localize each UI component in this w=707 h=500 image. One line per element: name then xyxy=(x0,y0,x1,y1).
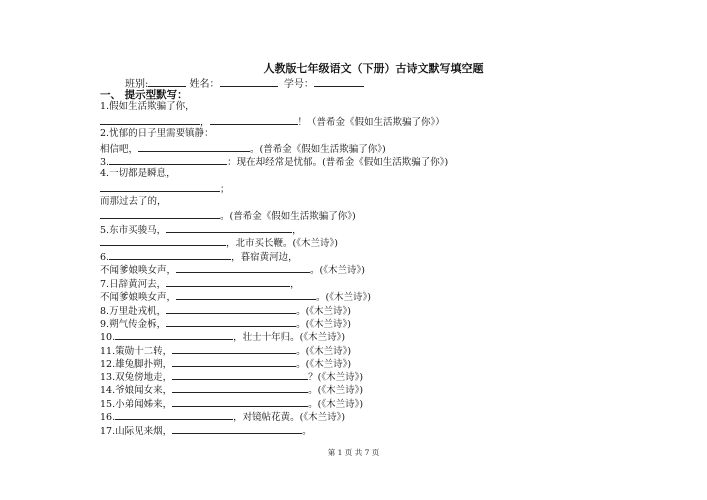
answer-blank[interactable] xyxy=(138,142,250,152)
question-12-line: 12.雄兔脚扑朔， 。(《木兰诗》) xyxy=(100,359,352,370)
question-5-line-1: 5.东市买骏马， ， xyxy=(100,225,302,236)
question-9-line: 9.朔气传金柝， 。(《木兰诗》) xyxy=(100,319,351,330)
answer-blank[interactable] xyxy=(109,155,227,165)
answer-blank[interactable] xyxy=(115,330,233,340)
answer-blank[interactable] xyxy=(100,236,226,246)
answer-blank[interactable] xyxy=(172,370,308,380)
question-7-line-1: 7.日辞黄河去， ， xyxy=(100,279,300,290)
answer-blank[interactable] xyxy=(109,250,231,260)
answer-blank[interactable] xyxy=(176,263,310,273)
answer-blank[interactable] xyxy=(166,304,296,314)
answer-blank[interactable] xyxy=(100,182,220,192)
class-label: 班别: xyxy=(125,79,149,90)
question-6-line-1: 6. ，暮宿黄河边， xyxy=(100,252,298,263)
question-4-line-3: 而那过去了的， xyxy=(100,196,167,207)
question-16-line: 16. ，对镜帖花黄。(《木兰诗》) xyxy=(100,412,346,423)
answer-blank[interactable] xyxy=(172,424,302,434)
question-8-line: 8.万里赴戎机， 。(《木兰诗》) xyxy=(100,306,351,317)
question-4-line-4: 。(普希金《假如生活欺骗了你》) xyxy=(100,209,356,223)
answer-blank[interactable] xyxy=(100,115,200,125)
section-heading: 一、 提示型默写： xyxy=(100,89,188,101)
number-blank[interactable] xyxy=(314,76,364,87)
answer-blank[interactable] xyxy=(176,290,316,300)
answer-blank[interactable] xyxy=(210,115,298,125)
question-1-line-2: ， ！（普希金《假如生活欺骗了你》） xyxy=(100,115,445,129)
answer-blank[interactable] xyxy=(172,397,308,407)
answer-blank[interactable] xyxy=(172,357,296,367)
question-4-line-1: 4.一切都是瞬息， xyxy=(100,168,176,179)
answer-blank[interactable] xyxy=(172,383,308,393)
answer-blank[interactable] xyxy=(166,317,296,327)
name-label: 姓名： xyxy=(189,79,220,90)
class-blank[interactable] xyxy=(148,76,186,87)
question-4-line-2: ； xyxy=(100,182,230,196)
answer-blank[interactable] xyxy=(100,209,220,219)
document-title: 人教版七年级语文（下册）古诗文默写填空题 xyxy=(263,62,484,75)
answer-blank[interactable] xyxy=(166,223,292,233)
question-10-line: 10. ，壮士十年归。(《木兰诗》) xyxy=(100,332,346,343)
question-2-line-1: 2.忧郁的日子里需要镇静： xyxy=(100,128,214,139)
number-label: 学号： xyxy=(283,79,314,90)
question-13-line: 13.双兔傍地走， ？(《木兰诗》) xyxy=(100,372,364,383)
question-17-line: 17.山际见来烟， 。 xyxy=(100,426,312,437)
answer-blank[interactable] xyxy=(172,344,296,354)
page-footer: 第 1 页 共 7 页 xyxy=(327,448,380,457)
question-2-line-2: 相信吧， 。(普希金《假如生活欺骗了你》) xyxy=(100,144,386,155)
question-14-line: 14.爷娘闻女来， 。(《木兰诗》) xyxy=(100,385,364,396)
question-3-line: 3. ：现在却经常是忧郁。(普希金《假如生活欺骗了你》) xyxy=(100,157,449,168)
question-11-line: 11.策勋十二转， 。(《木兰诗》) xyxy=(100,346,352,357)
answer-blank[interactable] xyxy=(115,410,233,420)
answer-blank[interactable] xyxy=(166,277,290,287)
name-blank[interactable] xyxy=(220,76,278,87)
question-15-line: 15.小弟闻姊来， 。(《木兰诗》) xyxy=(100,399,364,410)
question-5-line-2: ，北市买长鞭。(《木兰诗》) xyxy=(100,236,338,250)
question-7-line-2: 不闻爹娘唤女声， 。(《木兰诗》) xyxy=(100,292,371,303)
question-1-line-1: 1.假如生活欺骗了你， xyxy=(100,101,195,112)
question-6-line-2: 不闻爹娘唤女声， 。(《木兰诗》) xyxy=(100,265,365,276)
